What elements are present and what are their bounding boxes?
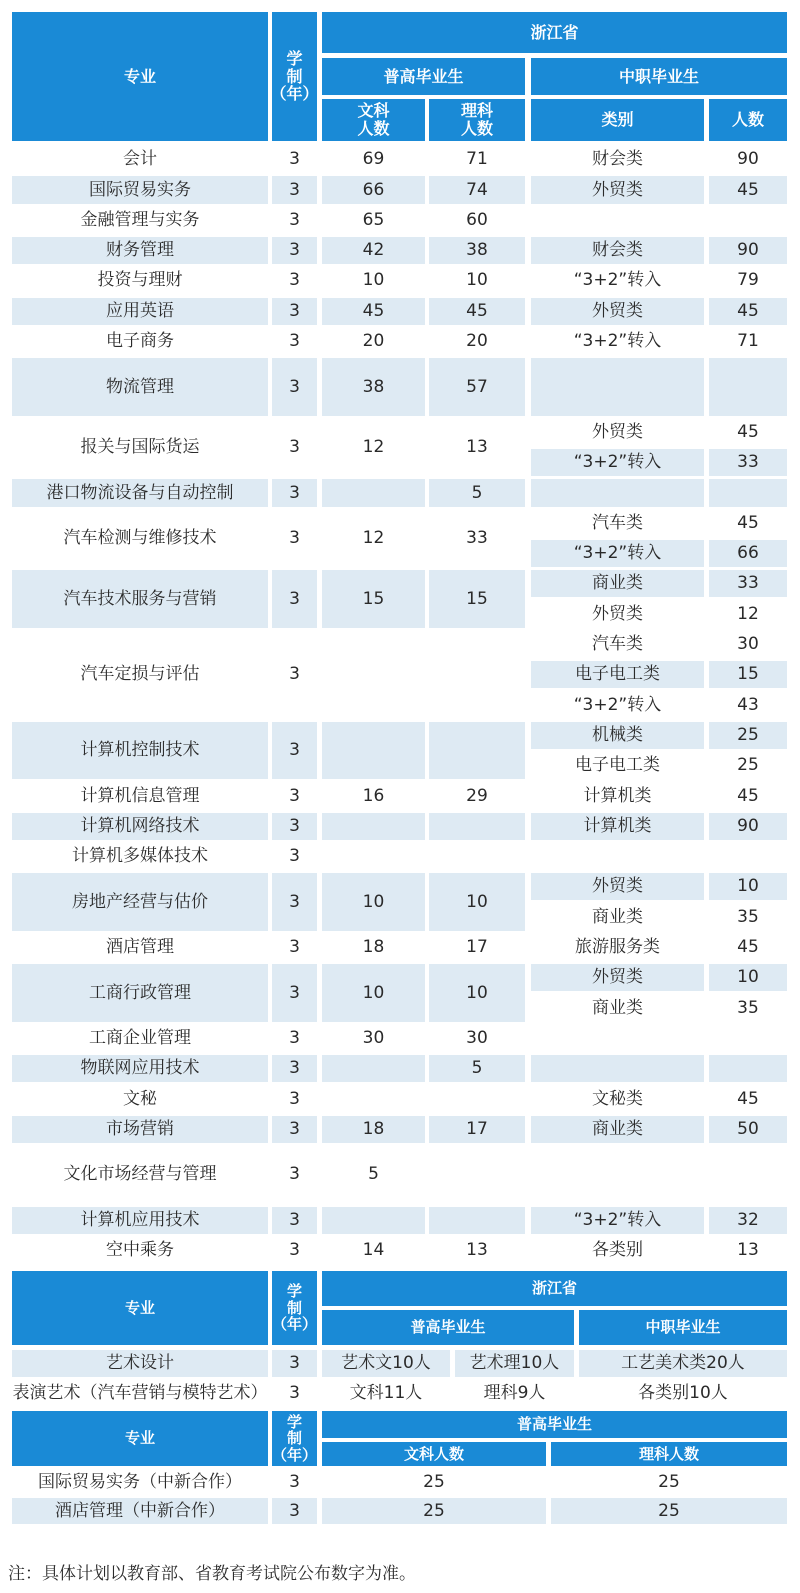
major-cell: 物联网应用技术 [12,1055,268,1082]
category-cell: 财会类 [531,237,704,264]
like-cell: 10 [466,270,488,291]
header-province: 浙江省 [322,12,787,53]
major-cell: 汽车技术服务与营销 [12,570,268,628]
gaozhong-wenke-cell: 文科11人 [349,1383,423,1404]
count-cell: 66 [709,540,787,567]
header-years: 学 制 （年） [272,1411,317,1466]
years-cell: 3 [289,785,300,806]
years-cell: 3 [289,209,300,230]
like-cell: 13 [466,437,488,458]
like-cell: 38 [429,237,525,264]
major-cell: 国际贸易实务（中新合作） [38,1471,242,1492]
zhongzhi-cell: 工艺美术类20人 [579,1350,787,1377]
like-cell: 10 [429,873,525,931]
years-cell: 3 [289,1240,300,1261]
category-cell: 汽车类 [592,634,643,655]
category-cell: 文秘类 [592,1088,643,1109]
count-cell: 35 [737,906,759,927]
years-cell: 3 [289,937,300,958]
years-cell: 3 [289,270,300,291]
header-count: 人数 [709,99,787,141]
major-cell: 财务管理 [12,237,268,264]
like-cell [429,813,525,840]
major-cell: 文秘 [123,1088,157,1109]
major-cell: 汽车定损与评估 [80,664,200,685]
wenke-cell: 15 [322,570,425,628]
header-zhongzhi: 中职毕业生 [531,58,787,95]
years-cell: 3 [272,1207,317,1234]
category-cell: “3+2”转入 [531,449,704,476]
category-cell: 电子电工类 [531,661,704,688]
major-cell: 港口物流设备与自动控制 [12,479,268,506]
count-cell [709,843,787,870]
category-cell: 外贸类 [592,603,643,624]
like-cell [429,631,525,719]
wenke-cell: 10 [322,873,425,931]
gaozhong-wenke-cell: 艺术文10人 [322,1350,450,1377]
category-cell: 汽车类 [592,512,643,533]
like-cell: 5 [429,1055,525,1082]
header-major: 专业 [12,12,268,141]
years-cell: 3 [272,237,317,264]
major-cell: 计算机信息管理 [80,785,200,806]
count-cell: 45 [737,785,759,806]
years-cell: 3 [272,479,317,506]
like-cell [429,1146,525,1204]
count-cell: 90 [709,813,787,840]
header-major: 专业 [12,1271,268,1345]
category-cell: 外贸类 [592,421,643,442]
wenke-cell: 25 [423,1471,445,1492]
years-cell: 3 [272,570,317,628]
major-cell: 金融管理与实务 [80,209,200,230]
count-cell: 25 [737,755,759,776]
wenke-cell: 38 [322,358,425,416]
header-wenke: 文科人数 [322,1442,546,1466]
header-like: 理科人数 [551,1442,787,1466]
wenke-cell [322,1207,425,1234]
like-cell: 25 [551,1498,787,1524]
like-cell [429,843,525,870]
like-cell: 29 [466,785,488,806]
count-cell: 45 [737,937,759,958]
years-cell: 3 [289,1088,300,1109]
header-gaozhong: 普高毕业生 [322,58,525,95]
major-cell: 汽车检测与维修技术 [63,528,217,549]
count-cell: 45 [737,1088,759,1109]
years-cell: 3 [272,1350,317,1377]
category-cell: 商业类 [592,997,643,1018]
category-cell: “3+2”转入 [531,540,704,567]
wenke-cell [322,479,425,506]
like-cell: 17 [466,937,488,958]
count-cell: 33 [709,570,787,597]
category-cell: 计算机类 [583,785,652,806]
count-cell: 45 [709,298,787,325]
like-cell [429,1085,525,1112]
major-cell: 投资与理财 [97,270,183,291]
wenke-cell: 16 [362,785,385,806]
years-cell: 3 [289,331,300,352]
category-cell [531,1055,704,1082]
count-cell: 25 [709,722,787,749]
category-cell: “3+2”转入 [573,331,662,352]
count-cell: 90 [709,237,787,264]
header-zhongzhi: 中职毕业生 [579,1310,787,1345]
years-cell: 3 [272,964,317,1022]
count-cell: 43 [737,694,759,715]
years-cell: 3 [289,1164,300,1185]
years-cell: 3 [289,664,300,685]
wenke-cell: 45 [322,298,425,325]
major-cell: 会计 [123,149,157,170]
wenke-cell [322,1055,425,1082]
years-cell: 3 [272,1116,317,1143]
like-cell: 25 [658,1471,680,1492]
header-gaozhong: 普高毕业生 [322,1411,787,1438]
category-cell: 外贸类 [531,176,704,203]
category-cell: 外贸类 [531,298,704,325]
category-cell: 计算机类 [531,813,704,840]
zhongzhi-cell: 各类别10人 [638,1383,728,1404]
category-cell: 外贸类 [531,873,704,900]
like-cell: 60 [466,209,488,230]
wenke-cell [322,843,425,870]
wenke-cell [322,1085,425,1112]
major-cell: 工商企业管理 [89,1027,191,1048]
years-cell: 3 [272,358,317,416]
like-cell: 10 [429,964,525,1022]
category-cell [531,1146,704,1204]
major-cell: 计算机应用技术 [12,1207,268,1234]
category-cell: 机械类 [531,722,704,749]
header-like: 理科 人数 [429,99,525,141]
category-cell [531,843,704,870]
wenke-cell: 66 [322,176,425,203]
count-cell: 10 [709,964,787,991]
major-cell: 计算机控制技术 [12,722,268,780]
like-cell: 15 [429,570,525,628]
category-cell: 商业类 [531,570,704,597]
category-cell [531,1025,704,1052]
like-cell: 74 [429,176,525,203]
wenke-cell: 14 [362,1240,385,1261]
wenke-cell: 42 [322,237,425,264]
major-cell: 计算机网络技术 [12,813,268,840]
count-cell: 90 [737,149,759,170]
major-cell: 文化市场经营与管理 [63,1164,217,1185]
count-cell: 45 [737,512,759,533]
header-category: 类别 [531,99,704,141]
major-cell: 国际贸易实务 [12,176,268,203]
major-cell: 报关与国际货运 [80,437,200,458]
count-cell: 45 [737,421,759,442]
years-cell: 3 [289,1471,300,1492]
category-cell: 外贸类 [531,964,704,991]
years-cell: 3 [272,722,317,780]
years-cell: 3 [272,1055,317,1082]
like-cell: 30 [466,1027,488,1048]
major-cell: 市场营销 [12,1116,268,1143]
like-cell: 13 [466,1240,488,1261]
count-cell [709,1025,787,1052]
wenke-cell [322,813,425,840]
years-cell: 3 [272,813,317,840]
wenke-cell: 5 [368,1164,379,1185]
wenke-cell: 10 [362,270,385,291]
like-cell [429,1207,525,1234]
count-cell: 35 [737,997,759,1018]
gaozhong-like-cell: 理科9人 [483,1383,546,1404]
count-cell: 13 [737,1240,759,1261]
category-cell: 旅游服务类 [575,937,660,958]
major-cell: 房地产经营与估价 [12,873,268,931]
count-cell: 12 [737,603,759,624]
like-cell: 57 [429,358,525,416]
major-cell: 应用英语 [12,298,268,325]
like-cell: 20 [466,331,488,352]
category-cell: 商业类 [592,906,643,927]
like-cell: 71 [466,149,488,170]
header-years: 学 制 （年） [272,1271,317,1345]
header-wenke: 文科 人数 [322,99,425,141]
wenke-cell [322,631,425,719]
like-cell: 45 [429,298,525,325]
header-province: 浙江省 [322,1271,787,1306]
count-cell: 71 [737,331,759,352]
footnote: 注：具体计划以教育部、省教育考试院公布数字为准。 [8,1564,416,1584]
count-cell: 33 [709,449,787,476]
count-cell: 15 [709,661,787,688]
count-cell [709,207,787,234]
major-cell: 计算机多媒体技术 [72,846,208,867]
years-cell: 3 [289,846,300,867]
major-cell: 空中乘务 [106,1240,174,1261]
wenke-cell: 12 [362,528,385,549]
like-cell [429,722,525,780]
category-cell [531,479,704,506]
count-cell: 32 [709,1207,787,1234]
count-cell: 10 [709,873,787,900]
years-cell: 3 [272,873,317,931]
years-cell: 3 [289,1383,300,1404]
like-cell: 33 [466,528,488,549]
category-cell: 商业类 [531,1116,704,1143]
years-cell: 3 [272,298,317,325]
years-cell: 3 [289,437,300,458]
major-cell: 工商行政管理 [12,964,268,1022]
major-cell: 物流管理 [12,358,268,416]
major-cell: 艺术设计 [12,1350,268,1377]
like-cell: 5 [429,479,525,506]
wenke-cell: 18 [322,1116,425,1143]
header-major: 专业 [12,1411,268,1466]
category-cell [531,358,704,416]
years-cell: 3 [289,149,300,170]
count-cell [709,1146,787,1204]
wenke-cell: 25 [322,1498,546,1524]
wenke-cell: 12 [362,437,385,458]
count-cell [709,1055,787,1082]
wenke-cell: 18 [362,937,385,958]
wenke-cell: 65 [362,209,385,230]
years-cell: 3 [289,1027,300,1048]
wenke-cell: 10 [322,964,425,1022]
header-years: 学 制 （年） [272,12,317,141]
category-cell: “3+2”转入 [531,1207,704,1234]
count-cell: 45 [709,176,787,203]
count-cell: 50 [709,1116,787,1143]
years-cell: 3 [272,1498,317,1524]
gaozhong-like-cell: 艺术理10人 [455,1350,574,1377]
like-cell: 17 [429,1116,525,1143]
category-cell: 财会类 [592,149,643,170]
major-cell: 电子商务 [106,331,174,352]
wenke-cell: 20 [362,331,385,352]
category-cell: “3+2”转入 [573,694,662,715]
category-cell: “3+2”转入 [573,270,662,291]
count-cell [709,479,787,506]
wenke-cell: 69 [362,149,385,170]
category-cell [531,207,704,234]
years-cell: 3 [272,176,317,203]
wenke-cell [322,722,425,780]
wenke-cell: 30 [362,1027,385,1048]
major-cell: 酒店管理 [106,937,174,958]
major-cell: 表演艺术（汽车营销与模特艺术） [12,1383,268,1404]
count-cell: 30 [737,634,759,655]
header-gaozhong: 普高毕业生 [322,1310,574,1345]
category-cell: 各类别 [592,1240,643,1261]
major-cell: 酒店管理（中新合作） [12,1498,268,1524]
years-cell: 3 [289,528,300,549]
count-cell [709,358,787,416]
count-cell: 79 [737,270,759,291]
category-cell: 电子电工类 [575,755,660,776]
